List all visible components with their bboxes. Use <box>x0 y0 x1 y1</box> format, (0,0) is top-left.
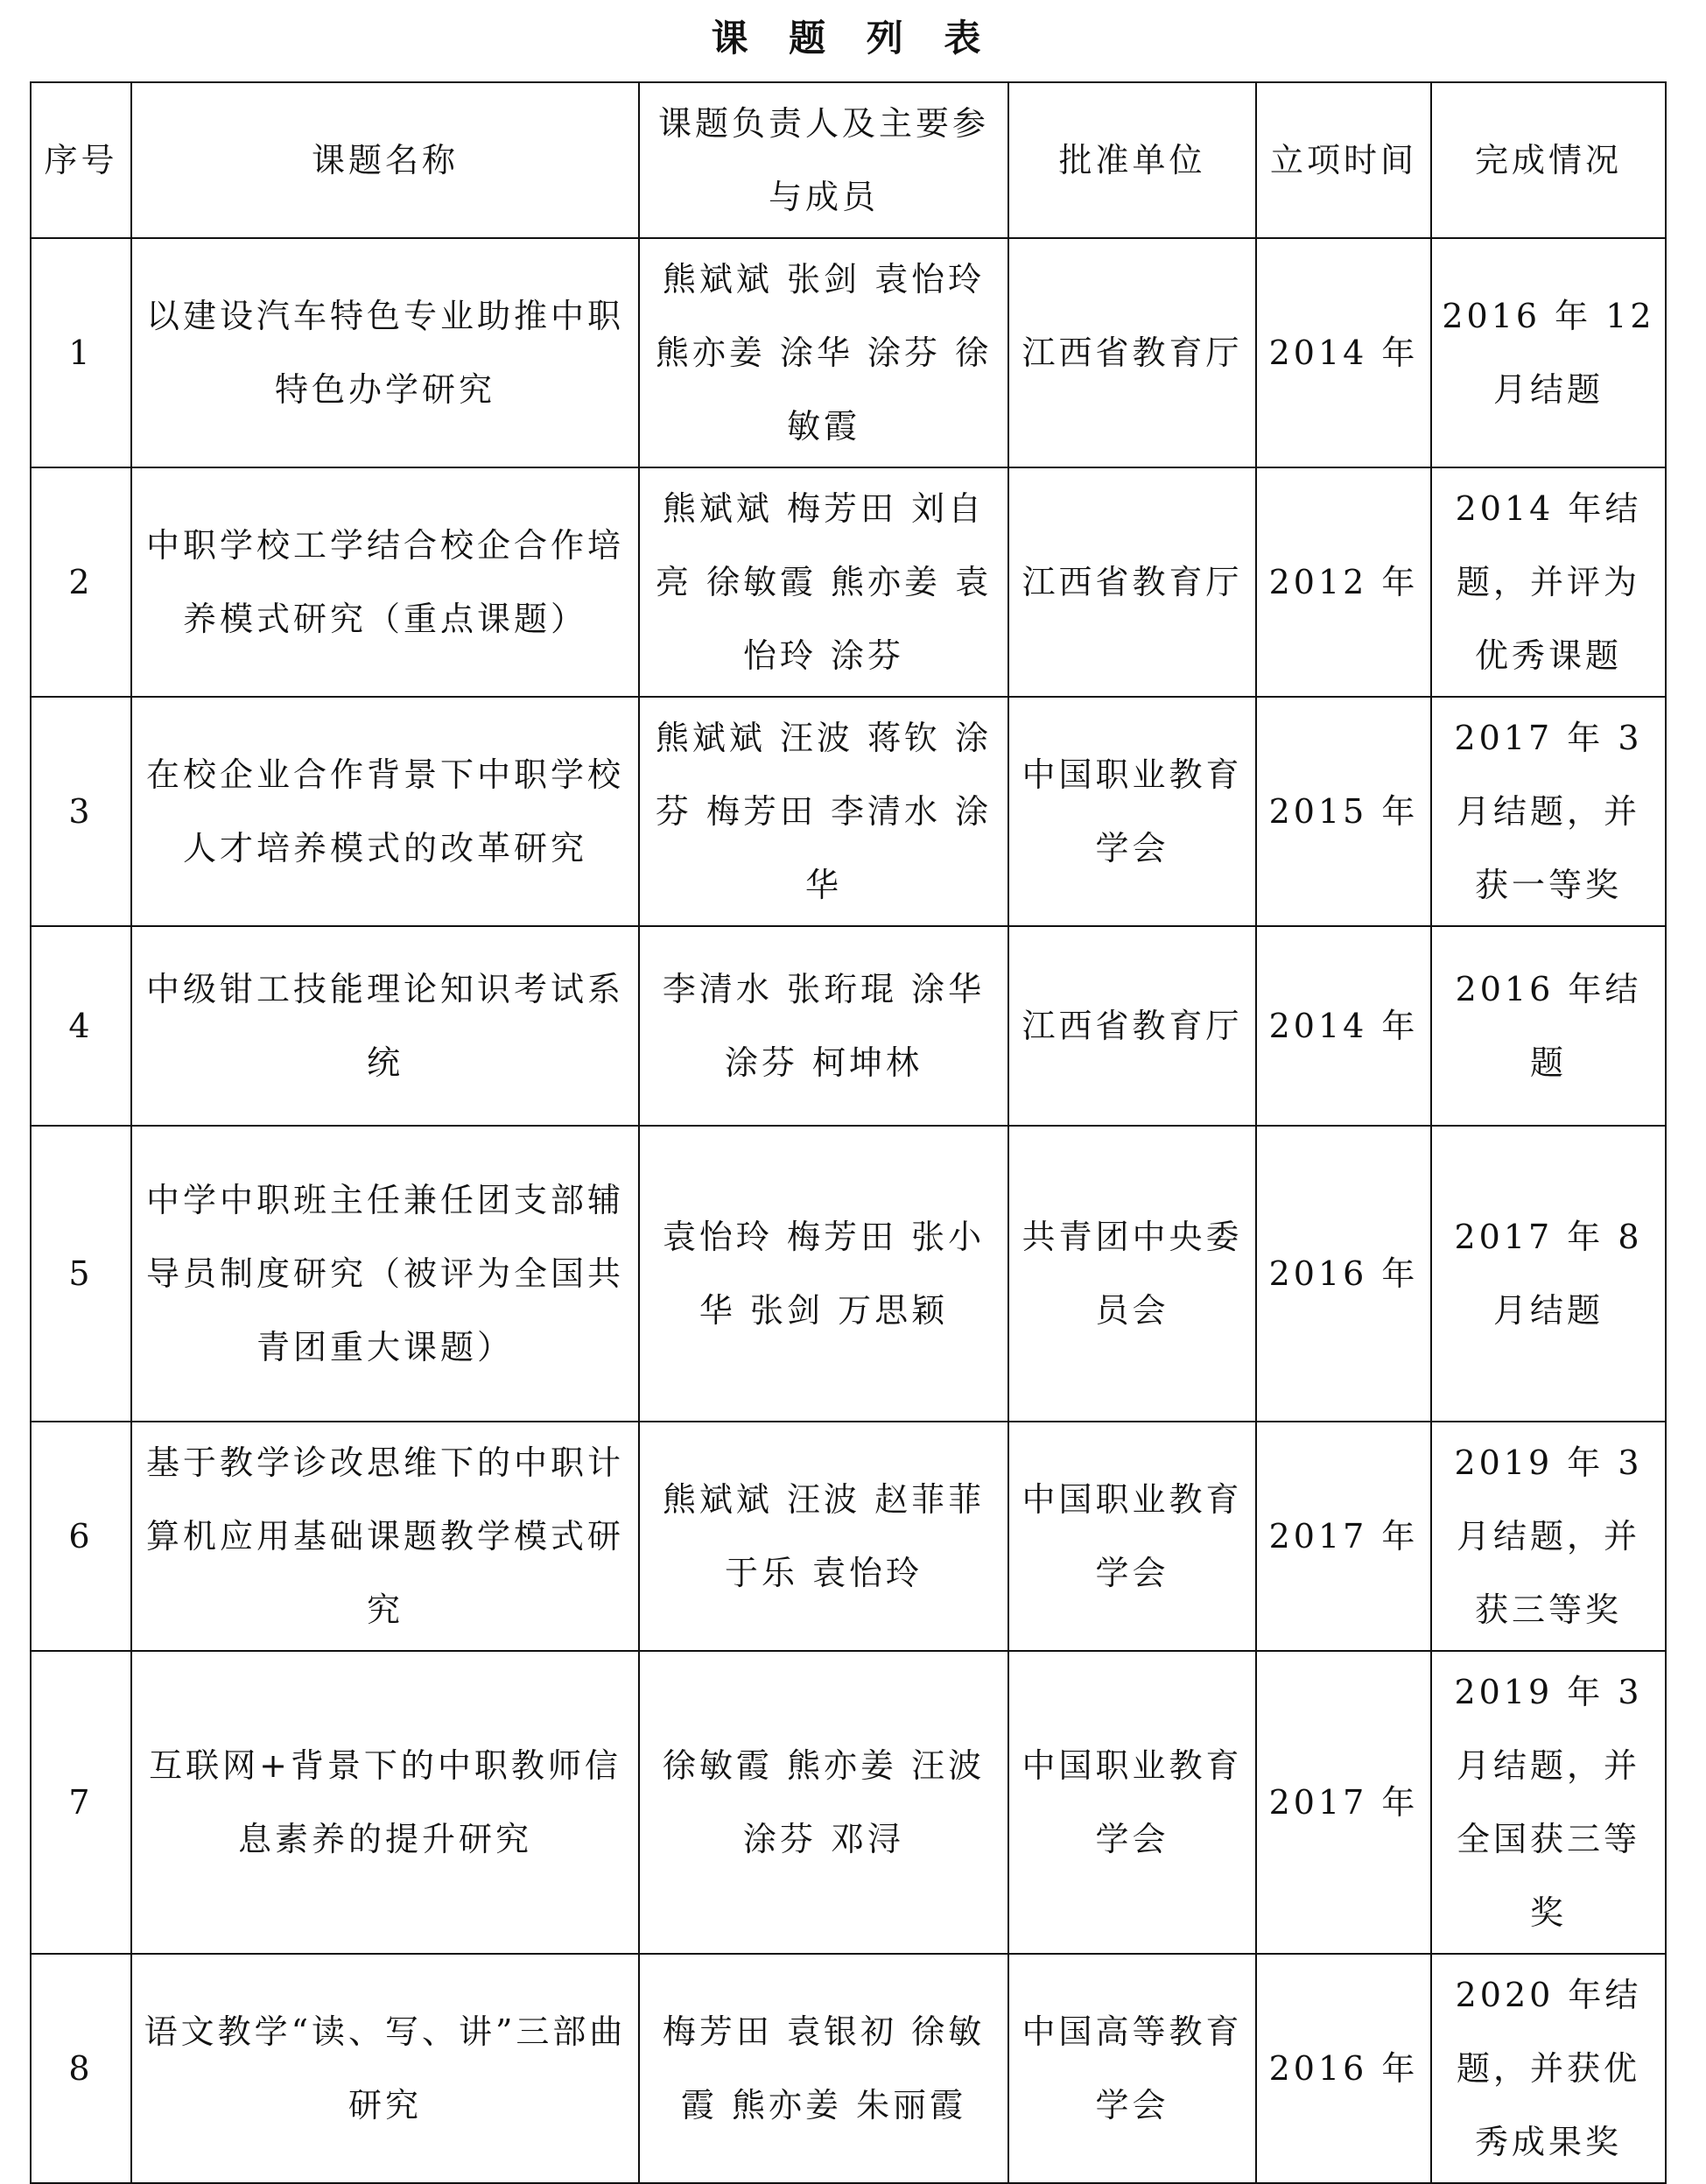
cell-name: 中学中职班主任兼任团支部辅导员制度研究（被评为全国共青团重大课题） <box>131 1126 639 1422</box>
cell-members: 梅芳田 袁银初 徐敏霞 熊亦姜 朱丽霞 <box>639 1954 1008 2183</box>
cell-unit: 共青团中央委员会 <box>1008 1126 1256 1422</box>
header-time: 立项时间 <box>1256 82 1431 238</box>
cell-unit: 中国职业教育学会 <box>1008 1422 1256 1651</box>
cell-name: 中职学校工学结合校企合作培养模式研究（重点课题） <box>131 467 639 697</box>
cell-status: 2019 年 3 月结题，并全国获三等奖 <box>1431 1651 1666 1954</box>
cell-unit: 中国职业教育学会 <box>1008 697 1256 926</box>
cell-no: 4 <box>31 926 131 1126</box>
table-row <box>31 926 1666 1126</box>
cell-name: 在校企业合作背景下中职学校人才培养模式的改革研究 <box>131 697 639 926</box>
cell-name: 语文教学“读、写、讲”三部曲研究 <box>131 1954 639 2183</box>
cell-members: 熊斌斌 汪波 赵菲菲 于乐 袁怡玲 <box>639 1422 1008 1651</box>
cell-time: 2016 年 <box>1256 1126 1431 1422</box>
cell-no: 6 <box>31 1422 131 1651</box>
cell-no: 2 <box>31 467 131 697</box>
cell-time: 2015 年 <box>1256 697 1431 926</box>
cell-status: 2019 年 3 月结题，并获三等奖 <box>1431 1422 1666 1651</box>
cell-no: 5 <box>31 1126 131 1422</box>
cell-status: 2016 年 12 月结题 <box>1431 238 1666 467</box>
cell-name: 中级钳工技能理论知识考试系统 <box>131 926 639 1126</box>
cell-no: 8 <box>31 1954 131 2183</box>
table-header-row <box>31 82 1666 238</box>
cell-members: 袁怡玲 梅芳田 张小华 张剑 万思颖 <box>639 1126 1008 1422</box>
cell-unit: 中国职业教育学会 <box>1008 1651 1256 1954</box>
cell-name: 基于教学诊改思维下的中职计算机应用基础课题教学模式研究 <box>131 1422 639 1651</box>
cell-time: 2014 年 <box>1256 926 1431 1126</box>
cell-members: 熊斌斌 张剑 袁怡玲 熊亦姜 涂华 涂芬 徐敏霞 <box>639 238 1008 467</box>
header-status: 完成情况 <box>1431 82 1666 238</box>
table-row <box>31 1126 1666 1422</box>
cell-status: 2016 年结题 <box>1431 926 1666 1126</box>
cell-time: 2016 年 <box>1256 1954 1431 2183</box>
cell-name: 互联网+背景下的中职教师信息素养的提升研究 <box>131 1651 639 1954</box>
cell-members: 徐敏霞 熊亦姜 汪波 涂芬 邓浔 <box>639 1651 1008 1954</box>
cell-unit: 江西省教育厅 <box>1008 467 1256 697</box>
cell-no: 7 <box>31 1651 131 1954</box>
cell-members: 熊斌斌 梅芳田 刘自亮 徐敏霞 熊亦姜 袁怡玲 涂芬 <box>639 467 1008 697</box>
cell-time: 2012 年 <box>1256 467 1431 697</box>
table-row <box>31 697 1666 926</box>
cell-members: 李清水 张珩琨 涂华 涂芬 柯坤林 <box>639 926 1008 1126</box>
cell-time: 2014 年 <box>1256 238 1431 467</box>
cell-unit: 中国高等教育学会 <box>1008 1954 1256 2183</box>
table-row <box>31 1422 1666 1651</box>
table-row <box>31 1651 1666 1954</box>
cell-status: 2020 年结题，并获优秀成果奖 <box>1431 1954 1666 2183</box>
header-name: 课题名称 <box>131 82 639 238</box>
header-unit: 批准单位 <box>1008 82 1256 238</box>
cell-status: 2017 年 8 月结题 <box>1431 1126 1666 1422</box>
cell-no: 1 <box>31 238 131 467</box>
page-title: 课 题 列 表 <box>711 17 995 60</box>
project-table <box>30 81 1667 2184</box>
table-row <box>31 238 1666 467</box>
table-row <box>31 1954 1666 2183</box>
cell-time: 2017 年 <box>1256 1422 1431 1651</box>
cell-unit: 江西省教育厅 <box>1008 926 1256 1126</box>
header-no: 序号 <box>31 82 131 238</box>
cell-status: 2014 年结题，并评为优秀课题 <box>1431 467 1666 697</box>
cell-members: 熊斌斌 汪波 蒋钦 涂芬 梅芳田 李清水 涂华 <box>639 697 1008 926</box>
header-members: 课题负责人及主要参与成员 <box>639 82 1008 238</box>
cell-unit: 江西省教育厅 <box>1008 238 1256 467</box>
cell-no: 3 <box>31 697 131 926</box>
cell-status: 2017 年 3 月结题，并获一等奖 <box>1431 697 1666 926</box>
cell-name: 以建设汽车特色专业助推中职特色办学研究 <box>131 238 639 467</box>
cell-time: 2017 年 <box>1256 1651 1431 1954</box>
table-row <box>31 467 1666 697</box>
